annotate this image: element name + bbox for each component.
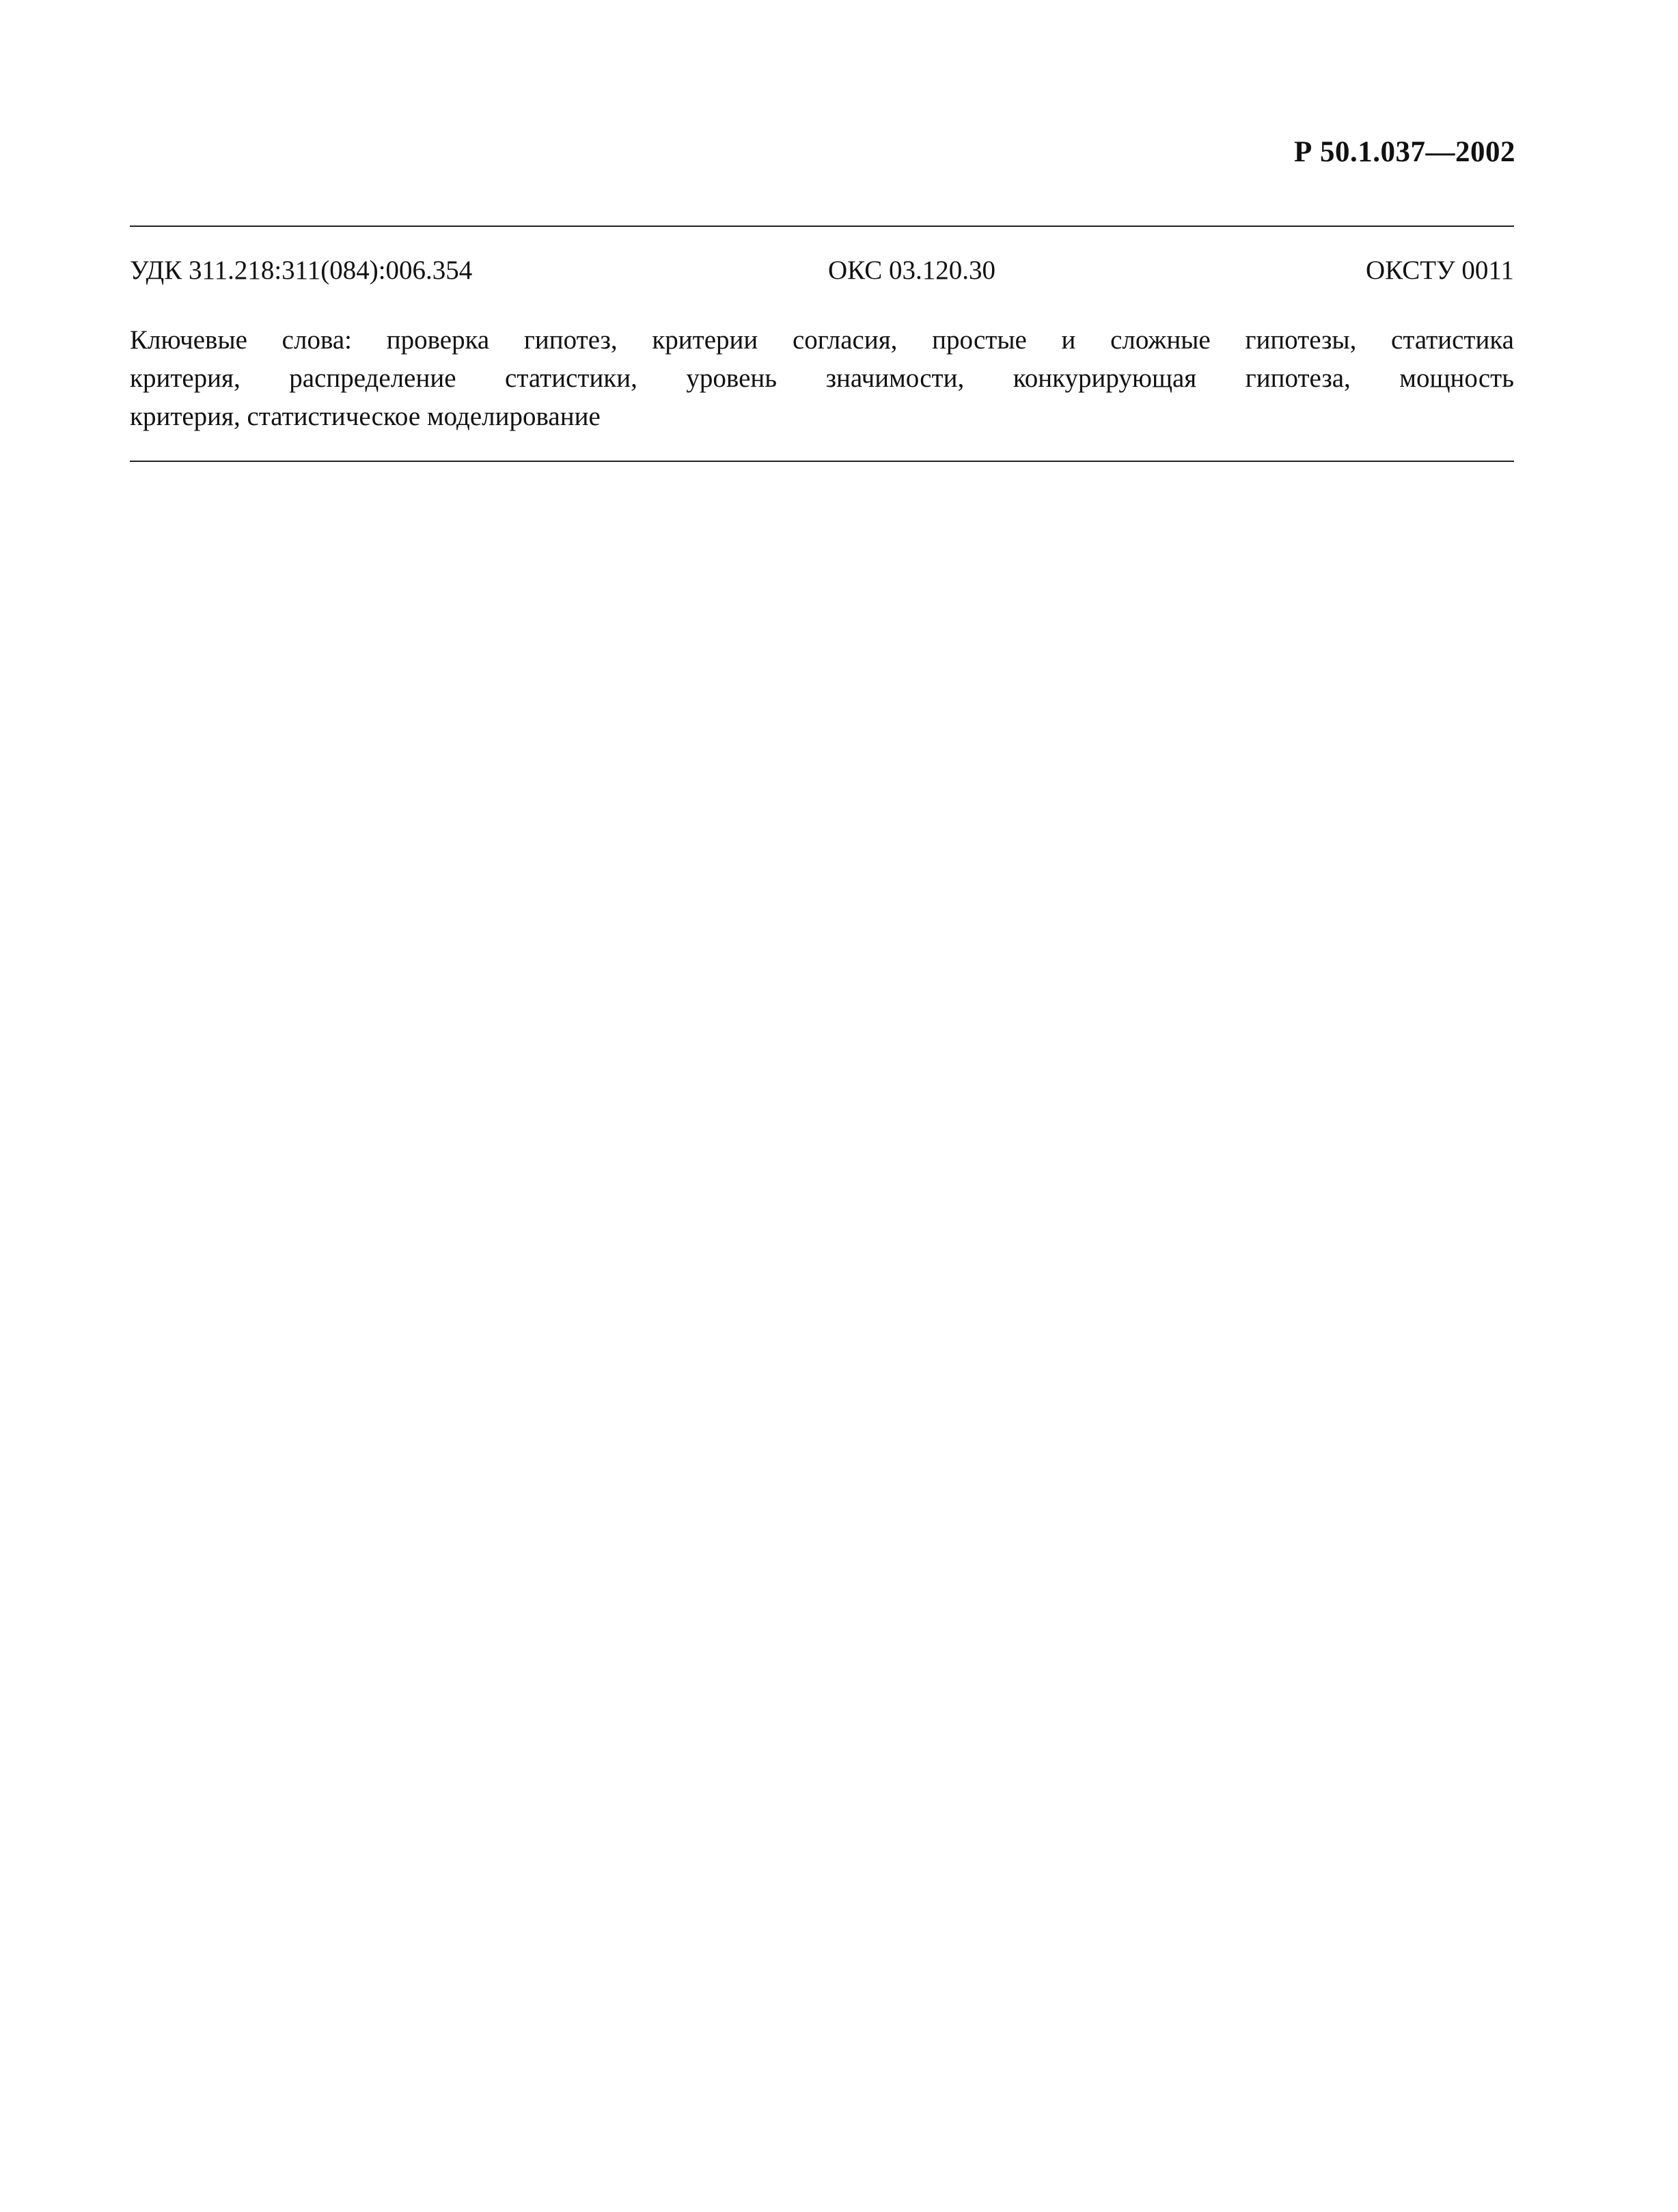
top-divider bbox=[130, 226, 1514, 227]
oks-code: ОКС 03.120.30 bbox=[828, 256, 995, 285]
keywords-line-1: Ключевые слова: проверка гипотез, критерии согласия, простые и сложные гипотезы, статистика bbox=[130, 325, 1514, 355]
okstu-code: ОКСТУ 0011 bbox=[1366, 256, 1514, 285]
udc-code: УДК 311.218:311(084):006.354 bbox=[130, 256, 473, 285]
classification-codes bbox=[130, 255, 1514, 290]
document-number: Р 50.1.037—2002 bbox=[1293, 136, 1515, 168]
keywords-line-3: критерия, статистическое моделирование bbox=[130, 402, 601, 431]
bottom-divider bbox=[130, 461, 1514, 462]
keywords-paragraph bbox=[130, 321, 1514, 436]
keywords-line-2: критерия, распределение статистики, уровень значимости, конкурирующая гипотеза, мощность bbox=[130, 364, 1514, 393]
